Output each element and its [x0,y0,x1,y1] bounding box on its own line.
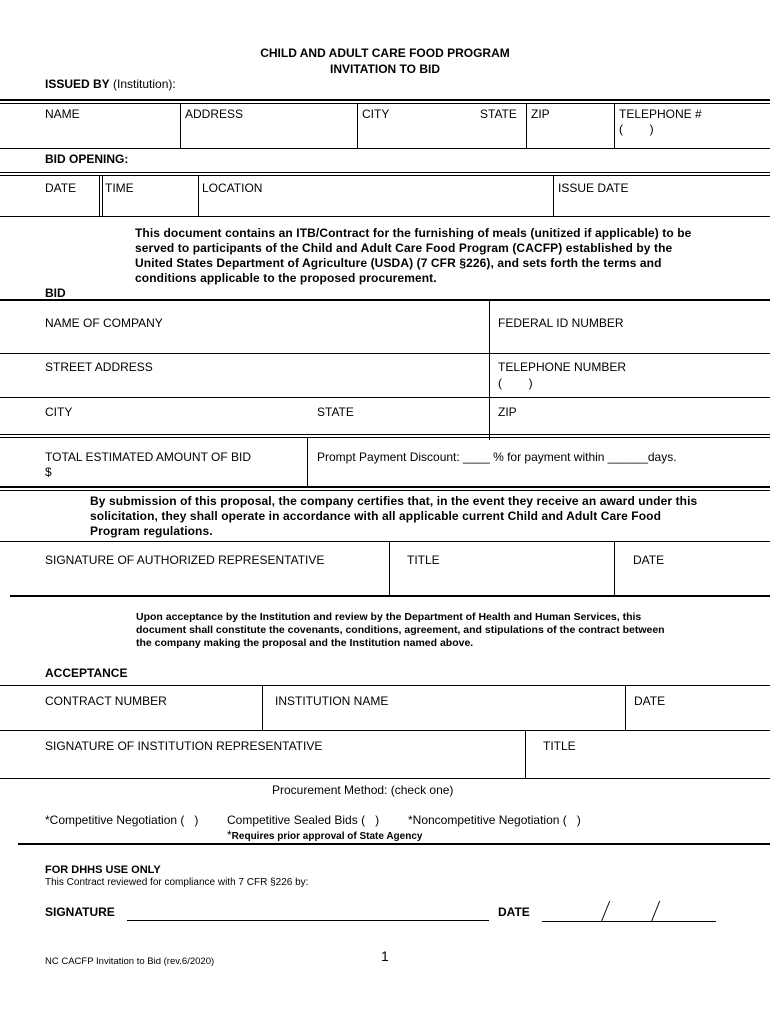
dhhs-signature-label: SIGNATURE [45,905,115,919]
bid-zip-field[interactable]: ZIP [498,405,517,419]
divider [0,103,770,104]
divider [0,685,770,686]
competitive-sealed-bids-checkbox[interactable]: Competitive Sealed Bids ( ) [227,813,380,827]
divider [307,437,308,487]
street-address-field[interactable]: STREET ADDRESS [45,360,153,374]
issued-address-field[interactable]: ADDRESS [185,107,244,121]
divider [526,103,527,149]
intro-line: This document contains an ITB/Contract for the furnishing of meals (unitized if applicable) to be [135,226,692,240]
procurement-heading: Procurement Method: (check one) [272,783,454,797]
divider [0,778,770,779]
certify-line: solicitation, they shall operate in accordance with all applicable current Child and Adult Care Food [90,509,661,523]
date-slash [651,901,660,922]
date-slash [601,901,610,922]
divider [614,103,615,149]
acceptance-line: document shall constitute the covenants, conditions, agreement, and stipulations of the contract between [136,624,665,636]
divider [489,300,490,440]
dhhs-signature-line[interactable] [127,920,489,921]
bid-telephone-area: ( ) [498,376,533,390]
issued-zip-field[interactable]: ZIP [531,107,550,121]
dhhs-date-label: DATE [498,905,530,919]
issued-city-field[interactable]: CITY [362,107,390,121]
divider [0,397,770,398]
divider [525,730,526,778]
note-asterisk: * [227,828,232,842]
divider [0,490,770,491]
institution-title-field[interactable]: TITLE [543,739,576,753]
acceptance-label: ACCEPTANCE [45,666,128,680]
divider [0,353,770,354]
acceptance-line: Upon acceptance by the Institution and review by the Department of Health and Human Services, this [136,611,642,623]
issued-telephone-field[interactable]: TELEPHONE # [619,107,702,121]
dhhs-label: FOR DHHS USE ONLY [45,864,161,876]
divider [389,542,390,597]
bid-city-field[interactable]: CITY [45,405,73,419]
divider [357,103,358,149]
issued-by-sub: (Institution): [113,77,176,91]
authorized-date-field[interactable]: DATE [633,553,665,567]
divider [198,175,199,217]
company-name-field[interactable]: NAME OF COMPANY [45,316,163,330]
issued-by-label: ISSUED BY [45,77,110,91]
authorized-title-field[interactable]: TITLE [407,553,440,567]
issue-date-field[interactable]: ISSUE DATE [558,181,629,195]
acceptance-date-field[interactable]: DATE [634,694,666,708]
divider [0,730,770,731]
divider [99,175,100,217]
bid-label: BID [45,286,66,300]
divider [614,542,615,597]
contract-number-field[interactable]: CONTRACT NUMBER [45,694,167,708]
form-id: NC CACFP Invitation to Bid (rev.6/2020) [45,956,215,967]
federal-id-field[interactable]: FEDERAL ID NUMBER [498,316,624,330]
divider [553,175,554,217]
divider [262,685,263,730]
divider [18,843,770,845]
page-number: 1 [381,948,389,964]
divider [0,434,770,435]
bid-opening-label: BID OPENING: [45,152,129,166]
authorized-signature-field[interactable]: SIGNATURE OF AUTHORIZED REPRESENTATIVE [45,553,325,567]
divider [10,595,770,597]
bid-state-field[interactable]: STATE [317,405,354,419]
issued-state-field[interactable]: STATE [480,107,517,121]
form-subtitle: INVITATION TO BID [330,62,440,76]
opening-time-field[interactable]: TIME [105,181,134,195]
dhhs-sub: This Contract reviewed for compliance with 7 CFR §226 by: [45,877,309,888]
divider [180,103,181,149]
divider [0,148,770,149]
divider [0,216,770,217]
dhhs-date-line[interactable] [542,921,716,922]
total-amount-field[interactable]: TOTAL ESTIMATED AMOUNT OF BID [45,450,252,464]
intro-line: United States Department of Agriculture (USDA) (7 CFR §226), and sets forth the terms and [135,256,662,270]
divider [625,685,626,730]
noncompetitive-negotiation-checkbox[interactable]: *Noncompetitive Negotiation ( ) [408,813,581,827]
form-title: CHILD AND ADULT CARE FOOD PROGRAM [260,46,510,60]
institution-signature-field[interactable]: SIGNATURE OF INSTITUTION REPRESENTATIVE [45,739,323,753]
bid-telephone-field[interactable]: TELEPHONE NUMBER [498,360,627,374]
institution-name-field[interactable]: INSTITUTION NAME [275,694,389,708]
approval-note [227,828,422,844]
divider [0,172,770,173]
issued-name-field[interactable]: NAME [45,107,80,121]
divider [0,99,770,101]
divider [0,541,770,542]
divider [0,175,770,176]
dollar-sign: $ [45,465,52,479]
note-text: Requires prior approval of State Agency [231,831,423,842]
divider [0,437,770,438]
opening-location-field[interactable]: LOCATION [202,181,263,195]
issued-by-heading [45,77,176,91]
opening-date-field[interactable]: DATE [45,181,77,195]
intro-line: conditions applicable to the proposed procurement. [135,271,437,285]
certify-line: Program regulations. [90,524,213,538]
divider [102,175,103,217]
competitive-negotiation-checkbox[interactable]: *Competitive Negotiation ( ) [45,813,199,827]
divider [0,299,770,301]
acceptance-line: the company making the proposal and the Institution named above. [136,637,474,649]
divider [0,486,770,488]
prompt-payment-field[interactable]: Prompt Payment Discount: ____ % for payment within ______days. [317,450,677,464]
certify-line: By submission of this proposal, the company certifies that, in the event they receive an award under this [90,494,698,508]
intro-line: served to participants of the Child and Adult Care Food Program (CACFP) established by the [135,241,673,255]
issued-telephone-area: ( ) [619,122,654,136]
